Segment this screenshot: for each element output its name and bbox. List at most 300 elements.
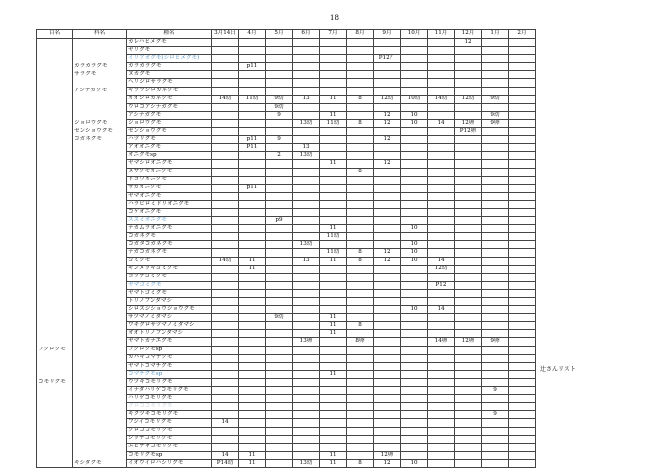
order-cell bbox=[37, 71, 73, 79]
species-cell: ヌサグモオニグモ bbox=[127, 168, 212, 176]
month-cell: 11 bbox=[320, 160, 347, 168]
month-cell bbox=[428, 314, 455, 322]
month-cell bbox=[266, 200, 293, 208]
order-cell bbox=[37, 55, 73, 63]
month-cell bbox=[509, 184, 536, 192]
month-cell bbox=[482, 39, 509, 47]
month-cell bbox=[401, 395, 428, 403]
family-cell bbox=[73, 192, 127, 200]
species-cell: フジイコモリグモ bbox=[127, 419, 212, 427]
month-cell bbox=[455, 79, 482, 87]
month-cell: 11 bbox=[320, 330, 347, 338]
month-cell bbox=[239, 71, 266, 79]
month-cell bbox=[455, 314, 482, 322]
month-cell bbox=[266, 306, 293, 314]
month-cell bbox=[401, 322, 428, 330]
month-cell bbox=[239, 411, 266, 419]
month-cell bbox=[239, 87, 266, 95]
table-row bbox=[37, 119, 536, 127]
month-cell bbox=[239, 298, 266, 306]
order-cell bbox=[37, 265, 73, 273]
month-cell bbox=[320, 346, 347, 354]
month-cell bbox=[239, 427, 266, 435]
month-cell bbox=[212, 346, 239, 354]
month-cell bbox=[266, 395, 293, 403]
month-cell bbox=[455, 419, 482, 427]
month-cell bbox=[401, 103, 428, 111]
species-cell: シッチコモリグモ bbox=[127, 435, 212, 443]
month-cell: 13幼 bbox=[293, 459, 320, 467]
month-cell bbox=[212, 119, 239, 127]
month-cell bbox=[482, 144, 509, 152]
family-cell bbox=[73, 273, 127, 281]
table-row bbox=[37, 103, 536, 111]
month-cell bbox=[239, 362, 266, 370]
family-cell bbox=[73, 95, 127, 103]
month-cell bbox=[347, 71, 374, 79]
month-cell bbox=[347, 362, 374, 370]
month-cell bbox=[293, 87, 320, 95]
month-cell bbox=[428, 192, 455, 200]
month-cell: 11 bbox=[239, 459, 266, 467]
month-cell: 14 bbox=[428, 306, 455, 314]
month-cell bbox=[482, 103, 509, 111]
month-cell bbox=[374, 200, 401, 208]
month-cell bbox=[455, 289, 482, 297]
species-cell: ハリゲコモリグモ bbox=[127, 395, 212, 403]
month-cell bbox=[320, 241, 347, 249]
column-header: 種名 bbox=[127, 30, 212, 39]
month-cell bbox=[212, 39, 239, 47]
month-cell bbox=[509, 79, 536, 87]
month-cell: 11 bbox=[239, 451, 266, 459]
month-cell bbox=[347, 87, 374, 95]
species-cell: イオウイロハシリグモ bbox=[127, 459, 212, 467]
month-cell bbox=[374, 387, 401, 395]
month-cell bbox=[509, 176, 536, 184]
month-cell: 9幼 bbox=[266, 103, 293, 111]
month-cell bbox=[401, 71, 428, 79]
family-cell: サラグモ bbox=[73, 71, 127, 79]
month-cell bbox=[239, 241, 266, 249]
family-cell bbox=[73, 217, 127, 225]
month-cell bbox=[293, 346, 320, 354]
order-cell bbox=[37, 241, 73, 249]
month-cell bbox=[374, 168, 401, 176]
column-header: 12月 bbox=[455, 30, 482, 39]
month-cell bbox=[509, 298, 536, 306]
month-cell bbox=[293, 354, 320, 362]
family-cell: センショウグモ bbox=[73, 128, 127, 136]
month-cell bbox=[266, 459, 293, 467]
month-cell bbox=[401, 136, 428, 144]
month-cell: 11 bbox=[320, 314, 347, 322]
month-cell bbox=[374, 395, 401, 403]
month-cell bbox=[347, 403, 374, 411]
month-cell bbox=[347, 298, 374, 306]
column-header: 9月 bbox=[374, 30, 401, 39]
month-cell: P11 bbox=[239, 144, 266, 152]
order-cell bbox=[37, 362, 73, 370]
month-cell: 8 bbox=[347, 168, 374, 176]
month-cell bbox=[455, 427, 482, 435]
month-cell bbox=[347, 128, 374, 136]
family-cell bbox=[73, 160, 127, 168]
month-cell bbox=[239, 55, 266, 63]
month-cell bbox=[212, 387, 239, 395]
month-cell bbox=[347, 200, 374, 208]
month-cell bbox=[266, 354, 293, 362]
month-cell bbox=[320, 387, 347, 395]
month-cell bbox=[428, 387, 455, 395]
month-cell bbox=[266, 184, 293, 192]
table-row bbox=[37, 249, 536, 257]
family-cell bbox=[73, 55, 127, 63]
family-cell bbox=[73, 111, 127, 119]
month-cell bbox=[293, 378, 320, 386]
column-header: 10月 bbox=[401, 30, 428, 39]
family-cell bbox=[73, 208, 127, 216]
month-cell bbox=[374, 87, 401, 95]
month-cell bbox=[401, 233, 428, 241]
month-cell bbox=[239, 403, 266, 411]
species-cell: カレハヒメグモ bbox=[127, 39, 212, 47]
table-row bbox=[37, 395, 536, 403]
month-cell bbox=[293, 176, 320, 184]
month-cell bbox=[401, 63, 428, 71]
table-row bbox=[37, 63, 536, 71]
month-cell: 8 bbox=[347, 322, 374, 330]
month-cell bbox=[212, 233, 239, 241]
month-cell bbox=[509, 419, 536, 427]
order-cell bbox=[37, 306, 73, 314]
month-cell: p11 bbox=[239, 136, 266, 144]
family-cell bbox=[73, 443, 127, 451]
order-cell bbox=[37, 225, 73, 233]
order-cell bbox=[37, 233, 73, 241]
column-header: 4月 bbox=[239, 30, 266, 39]
month-cell bbox=[401, 362, 428, 370]
month-cell bbox=[401, 200, 428, 208]
month-cell: 13幼 bbox=[293, 152, 320, 160]
month-cell bbox=[428, 111, 455, 119]
month-cell: 10 bbox=[401, 119, 428, 127]
month-cell bbox=[374, 192, 401, 200]
month-cell bbox=[509, 411, 536, 419]
month-cell: 10 bbox=[401, 249, 428, 257]
table-row bbox=[37, 298, 536, 306]
month-cell bbox=[266, 289, 293, 297]
month-cell bbox=[212, 208, 239, 216]
month-cell bbox=[428, 63, 455, 71]
month-cell bbox=[455, 184, 482, 192]
month-cell bbox=[266, 192, 293, 200]
month-cell bbox=[212, 87, 239, 95]
month-cell bbox=[428, 225, 455, 233]
order-cell bbox=[37, 119, 73, 127]
family-cell: コガネグモ bbox=[73, 136, 127, 144]
month-cell: 10 bbox=[401, 459, 428, 467]
species-cell: ヤマトゴミグモ bbox=[127, 289, 212, 297]
month-cell bbox=[482, 330, 509, 338]
month-cell bbox=[266, 378, 293, 386]
month-cell bbox=[266, 249, 293, 257]
month-cell bbox=[374, 144, 401, 152]
month-cell bbox=[374, 233, 401, 241]
month-cell bbox=[428, 136, 455, 144]
month-cell bbox=[293, 443, 320, 451]
species-cell: ヤマトカナエグモ bbox=[127, 338, 212, 346]
month-cell bbox=[455, 265, 482, 273]
month-cell bbox=[401, 419, 428, 427]
month-cell bbox=[293, 111, 320, 119]
order-cell bbox=[37, 128, 73, 136]
species-cell: スズミオニグモ bbox=[127, 217, 212, 225]
order-cell bbox=[37, 322, 73, 330]
table-row bbox=[37, 314, 536, 322]
month-cell bbox=[293, 370, 320, 378]
month-cell bbox=[239, 217, 266, 225]
month-cell bbox=[347, 192, 374, 200]
month-cell bbox=[347, 346, 374, 354]
month-cell bbox=[509, 378, 536, 386]
month-cell bbox=[482, 79, 509, 87]
month-cell bbox=[401, 184, 428, 192]
month-cell bbox=[482, 306, 509, 314]
month-cell bbox=[401, 354, 428, 362]
order-cell: フクログモ bbox=[37, 346, 73, 354]
month-cell bbox=[239, 160, 266, 168]
month-cell bbox=[482, 128, 509, 136]
month-cell bbox=[428, 330, 455, 338]
family-cell: ジョロウグモ bbox=[73, 119, 127, 127]
table-row bbox=[37, 330, 536, 338]
order-cell bbox=[37, 298, 73, 306]
month-cell bbox=[266, 435, 293, 443]
month-cell: 10 bbox=[401, 225, 428, 233]
month-cell bbox=[212, 47, 239, 55]
month-cell bbox=[509, 314, 536, 322]
month-cell bbox=[482, 217, 509, 225]
month-cell: 12 bbox=[455, 39, 482, 47]
month-cell bbox=[455, 55, 482, 63]
month-cell bbox=[455, 144, 482, 152]
table-row bbox=[37, 111, 536, 119]
month-cell bbox=[347, 411, 374, 419]
month-cell bbox=[455, 403, 482, 411]
month-cell: 11幼 bbox=[320, 119, 347, 127]
month-cell: 13 bbox=[293, 144, 320, 152]
family-cell bbox=[73, 370, 127, 378]
month-cell bbox=[509, 160, 536, 168]
month-cell bbox=[509, 338, 536, 346]
month-cell bbox=[428, 103, 455, 111]
month-cell bbox=[428, 370, 455, 378]
month-cell bbox=[212, 144, 239, 152]
table-row bbox=[37, 128, 536, 136]
family-cell bbox=[73, 47, 127, 55]
month-cell bbox=[509, 346, 536, 354]
table-row bbox=[37, 435, 536, 443]
month-cell bbox=[482, 322, 509, 330]
month-cell bbox=[455, 249, 482, 257]
month-cell bbox=[347, 378, 374, 386]
month-cell: P12 bbox=[428, 281, 455, 289]
month-cell bbox=[293, 39, 320, 47]
family-cell bbox=[73, 314, 127, 322]
month-cell bbox=[455, 63, 482, 71]
month-cell bbox=[239, 330, 266, 338]
month-cell bbox=[266, 322, 293, 330]
month-cell: 10 bbox=[401, 111, 428, 119]
month-cell: 14 bbox=[212, 451, 239, 459]
month-cell bbox=[374, 443, 401, 451]
month-cell: 13 bbox=[293, 95, 320, 103]
month-cell bbox=[509, 233, 536, 241]
month-cell: 11 bbox=[320, 257, 347, 265]
month-cell bbox=[374, 411, 401, 419]
month-cell bbox=[482, 265, 509, 273]
month-cell bbox=[401, 160, 428, 168]
month-cell bbox=[212, 225, 239, 233]
month-cell bbox=[212, 298, 239, 306]
month-cell bbox=[293, 395, 320, 403]
order-cell bbox=[37, 370, 73, 378]
month-cell bbox=[320, 265, 347, 273]
order-cell bbox=[37, 451, 73, 459]
month-cell: 12幼 bbox=[428, 265, 455, 273]
month-cell bbox=[239, 119, 266, 127]
month-cell bbox=[266, 443, 293, 451]
month-cell bbox=[212, 273, 239, 281]
month-cell bbox=[347, 63, 374, 71]
table-row bbox=[37, 176, 536, 184]
month-cell bbox=[401, 378, 428, 386]
family-cell bbox=[73, 39, 127, 47]
month-cell bbox=[347, 306, 374, 314]
month-cell bbox=[509, 200, 536, 208]
month-cell bbox=[266, 79, 293, 87]
month-cell bbox=[347, 79, 374, 87]
species-table bbox=[36, 29, 536, 468]
month-cell bbox=[401, 427, 428, 435]
month-cell bbox=[212, 395, 239, 403]
month-cell: 11 bbox=[239, 265, 266, 273]
month-cell bbox=[374, 176, 401, 184]
month-cell bbox=[374, 208, 401, 216]
species-cell: ヤマオニグモ bbox=[127, 192, 212, 200]
month-cell bbox=[401, 298, 428, 306]
month-cell bbox=[239, 338, 266, 346]
table-row bbox=[37, 160, 536, 168]
month-cell bbox=[266, 144, 293, 152]
month-cell bbox=[509, 265, 536, 273]
month-cell: 9 bbox=[482, 387, 509, 395]
order-cell bbox=[37, 87, 73, 95]
month-cell bbox=[239, 128, 266, 136]
order-cell bbox=[37, 144, 73, 152]
month-cell bbox=[455, 103, 482, 111]
month-cell bbox=[320, 306, 347, 314]
month-cell bbox=[509, 435, 536, 443]
species-cell: ワキグロサツマノミダマシ bbox=[127, 322, 212, 330]
month-cell bbox=[428, 322, 455, 330]
order-cell bbox=[37, 435, 73, 443]
page-number: 18 bbox=[330, 14, 339, 22]
month-cell bbox=[239, 225, 266, 233]
month-cell bbox=[293, 160, 320, 168]
month-cell bbox=[401, 168, 428, 176]
table-row bbox=[37, 217, 536, 225]
order-cell bbox=[37, 419, 73, 427]
month-cell bbox=[266, 338, 293, 346]
order-cell bbox=[37, 249, 73, 257]
family-cell bbox=[73, 79, 127, 87]
month-cell: P14幼 bbox=[212, 459, 239, 467]
column-header: 7月 bbox=[320, 30, 347, 39]
species-cell: ヤマシロオニグモ bbox=[127, 160, 212, 168]
month-cell: 14幼 bbox=[212, 95, 239, 103]
month-cell bbox=[428, 419, 455, 427]
month-cell: 14 bbox=[428, 257, 455, 265]
month-cell bbox=[212, 241, 239, 249]
month-cell bbox=[509, 281, 536, 289]
month-cell bbox=[320, 87, 347, 95]
month-cell bbox=[347, 281, 374, 289]
month-cell bbox=[455, 322, 482, 330]
month-cell bbox=[509, 39, 536, 47]
month-cell bbox=[320, 411, 347, 419]
month-cell bbox=[239, 387, 266, 395]
species-cell: ジョロウグモ bbox=[127, 119, 212, 127]
month-cell bbox=[428, 395, 455, 403]
month-cell: 14幼 bbox=[428, 95, 455, 103]
table-row bbox=[37, 419, 536, 427]
month-cell bbox=[293, 168, 320, 176]
month-cell bbox=[401, 281, 428, 289]
family-cell bbox=[73, 103, 127, 111]
month-cell bbox=[455, 354, 482, 362]
month-cell bbox=[266, 47, 293, 55]
month-cell bbox=[212, 362, 239, 370]
month-cell bbox=[374, 265, 401, 273]
month-cell bbox=[347, 136, 374, 144]
month-cell bbox=[455, 281, 482, 289]
month-cell bbox=[428, 273, 455, 281]
month-cell bbox=[293, 47, 320, 55]
species-cell: ヤマゴミグモ bbox=[127, 281, 212, 289]
order-cell bbox=[37, 289, 73, 297]
species-cell: ヌカグモ bbox=[127, 71, 212, 79]
order-cell bbox=[37, 273, 73, 281]
month-cell bbox=[509, 354, 536, 362]
month-cell bbox=[347, 208, 374, 216]
table-row bbox=[37, 403, 536, 411]
month-cell bbox=[212, 314, 239, 322]
month-cell bbox=[401, 387, 428, 395]
month-cell bbox=[455, 411, 482, 419]
table-row bbox=[37, 152, 536, 160]
month-cell: 12卵 bbox=[455, 338, 482, 346]
month-cell bbox=[320, 168, 347, 176]
column-header: 6月 bbox=[293, 30, 320, 39]
month-cell bbox=[293, 128, 320, 136]
month-cell bbox=[347, 103, 374, 111]
order-cell bbox=[37, 160, 73, 168]
order-cell bbox=[37, 427, 73, 435]
month-cell bbox=[482, 55, 509, 63]
month-cell: 11幼 bbox=[239, 95, 266, 103]
